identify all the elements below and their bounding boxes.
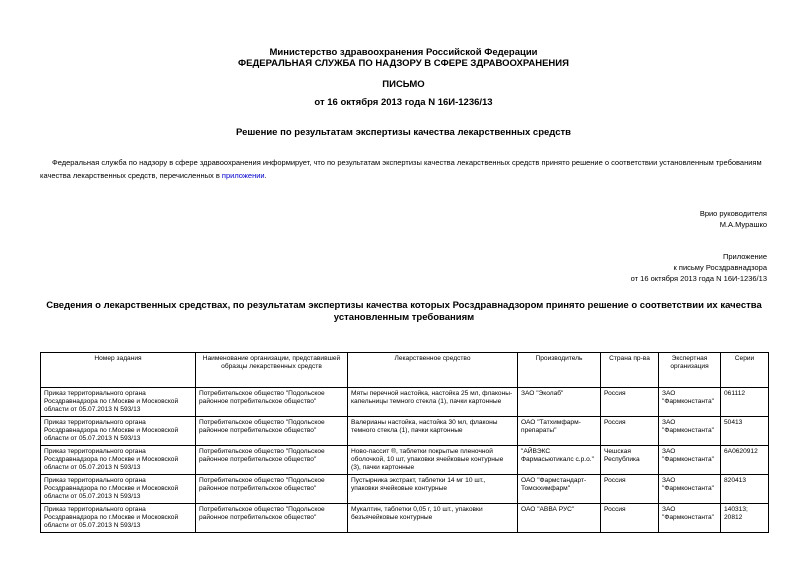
cell-manufacturer: ЗАО "Эколаб"	[518, 388, 601, 417]
cell-expert-organization: ЗАО "Фармконстанта"	[659, 388, 721, 417]
cell-organization: Потребительское общество "Подольское районное потребительское общество"	[196, 388, 348, 417]
table-row	[41, 475, 769, 504]
appendix-date: от 16 октября 2013 года N 16И-1236/13	[630, 274, 767, 283]
cell-organization: Потребительское общество "Подольское районное потребительское общество"	[196, 504, 348, 533]
cell-medicine: Мяты перечной настойка, настойка 25 мл, флаконы- капельницы темного стекла (1), пачки картонные	[348, 388, 518, 417]
table-row	[41, 417, 769, 446]
body-paragraph-end: .	[264, 171, 267, 180]
cell-country: Россия	[601, 388, 659, 417]
table-row	[41, 388, 769, 417]
cell-task-number: Приказ территориального органа Росздравнадзора по г.Москве и Московской области от 05.07.2013 N 593/13	[41, 475, 196, 504]
body-paragraph-text: Федеральная служба по надзору в сфере здравоохранения информирует, что по результатам экспертизы качества лекарственных средств принято решение о соответствии установленным требованиям качества лекарственных средств, перечисленных в	[40, 158, 762, 180]
table-row	[41, 504, 769, 533]
column-header-expert-organization: Экспертная организация	[659, 353, 721, 388]
column-header-organization: Наименование организации, представившей образцы лекарственных средств	[196, 353, 348, 388]
cell-series: 140313; 20812	[721, 504, 769, 533]
signature-name: М.А.Мурашко	[719, 220, 767, 229]
table-title: Сведения о лекарственных средствах, по результатам экспертизы качества которых Росздравнадзором принято решение о соответствии их качества установленным требованиям	[46, 300, 762, 323]
cell-series: 820413	[721, 475, 769, 504]
cell-medicine: Пустырника экстракт, таблетки 14 мг 10 шт., упаковки ячейковые контурные	[348, 475, 518, 504]
cell-task-number: Приказ территориального органа Росздравнадзора по г.Москве и Московской области от 05.07.2013 N 593/13	[41, 504, 196, 533]
cell-task-number: Приказ территориального органа Росздравнадзора по г.Москве и Московской области от 05.07.2013 N 593/13	[41, 417, 196, 446]
cell-series: 50413	[721, 417, 769, 446]
column-header-manufacturer: Производитель	[518, 353, 601, 388]
service-name: ФЕДЕРАЛЬНАЯ СЛУЖБА ПО НАДЗОРУ В СФЕРЕ ЗДРАВООХРАНЕНИЯ	[238, 58, 569, 69]
appendix-label: Приложение	[723, 252, 767, 261]
appendix-reference: к письму Росздравнадзора	[673, 263, 767, 272]
cell-country: Россия	[601, 504, 659, 533]
cell-series: 061112	[721, 388, 769, 417]
cell-expert-organization: ЗАО "Фармконстанта"	[659, 475, 721, 504]
cell-task-number: Приказ территориального органа Росздравнадзора по г.Москве и Московской области от 05.07.2013 N 593/13	[41, 388, 196, 417]
body-paragraph	[40, 156, 768, 182]
cell-medicine: Валерианы настойка, настойка 30 мл, флаконы темного стекла (1), пачки картонные	[348, 417, 518, 446]
cell-organization: Потребительское общество "Подольское районное потребительское общество"	[196, 417, 348, 446]
cell-manufacturer: ОАО "Фармстандарт- Томскхимфарм"	[518, 475, 601, 504]
cell-organization: Потребительское общество "Подольское районное потребительское общество"	[196, 446, 348, 475]
document-subject: Решение по результатам экспертизы качества лекарственных средств	[236, 127, 571, 138]
table-row	[41, 446, 769, 475]
column-header-country: Страна пр-ва	[601, 353, 659, 388]
cell-medicine: Мукалтин, таблетки 0,05 г, 10 шт., упаковки безъячейковые контурные	[348, 504, 518, 533]
cell-country: Россия	[601, 417, 659, 446]
document-type: ПИСЬМО	[382, 79, 425, 90]
table-header-row	[41, 353, 769, 388]
signature-position: Врио руководителя	[699, 209, 767, 218]
cell-expert-organization: ЗАО "Фармконстанта"	[659, 504, 721, 533]
cell-expert-organization: ЗАО "Фармконстанта"	[659, 417, 721, 446]
cell-expert-organization: ЗАО "Фармконстанта"	[659, 446, 721, 475]
cell-medicine: Ново-пассит ®, таблетки покрытые пленочной оболочкой, 10 шт, упаковки ячейковые контурные (3), пачки картонные	[348, 446, 518, 475]
cell-manufacturer: ОАО "АВВА РУС"	[518, 504, 601, 533]
column-header-series: Серии	[721, 353, 769, 388]
ministry-name: Министерство здравоохранения Российской Федерации	[269, 47, 538, 58]
appendix-link[interactable]: приложении	[221, 171, 265, 180]
document-date-number: от 16 октября 2013 года N 16И-1236/13	[314, 97, 493, 108]
cell-organization: Потребительское общество "Подольское районное потребительское общество"	[196, 475, 348, 504]
cell-country: Чешская Республика	[601, 446, 659, 475]
cell-country: Россия	[601, 475, 659, 504]
cell-manufacturer: ОАО "Татхимфарм- препараты"	[518, 417, 601, 446]
cell-manufacturer: "АЙВЭКС Фармасьютикалс с.р.о."	[518, 446, 601, 475]
column-header-medicine: Лекарственное средство	[348, 353, 518, 388]
cell-task-number: Приказ территориального органа Росздравнадзора по г.Москве и Московской области от 05.07.2013 N 593/13	[41, 446, 196, 475]
column-header-task-number: Номер задания	[41, 353, 196, 388]
cell-series: 6А0620912	[721, 446, 769, 475]
medicines-table	[40, 352, 769, 533]
